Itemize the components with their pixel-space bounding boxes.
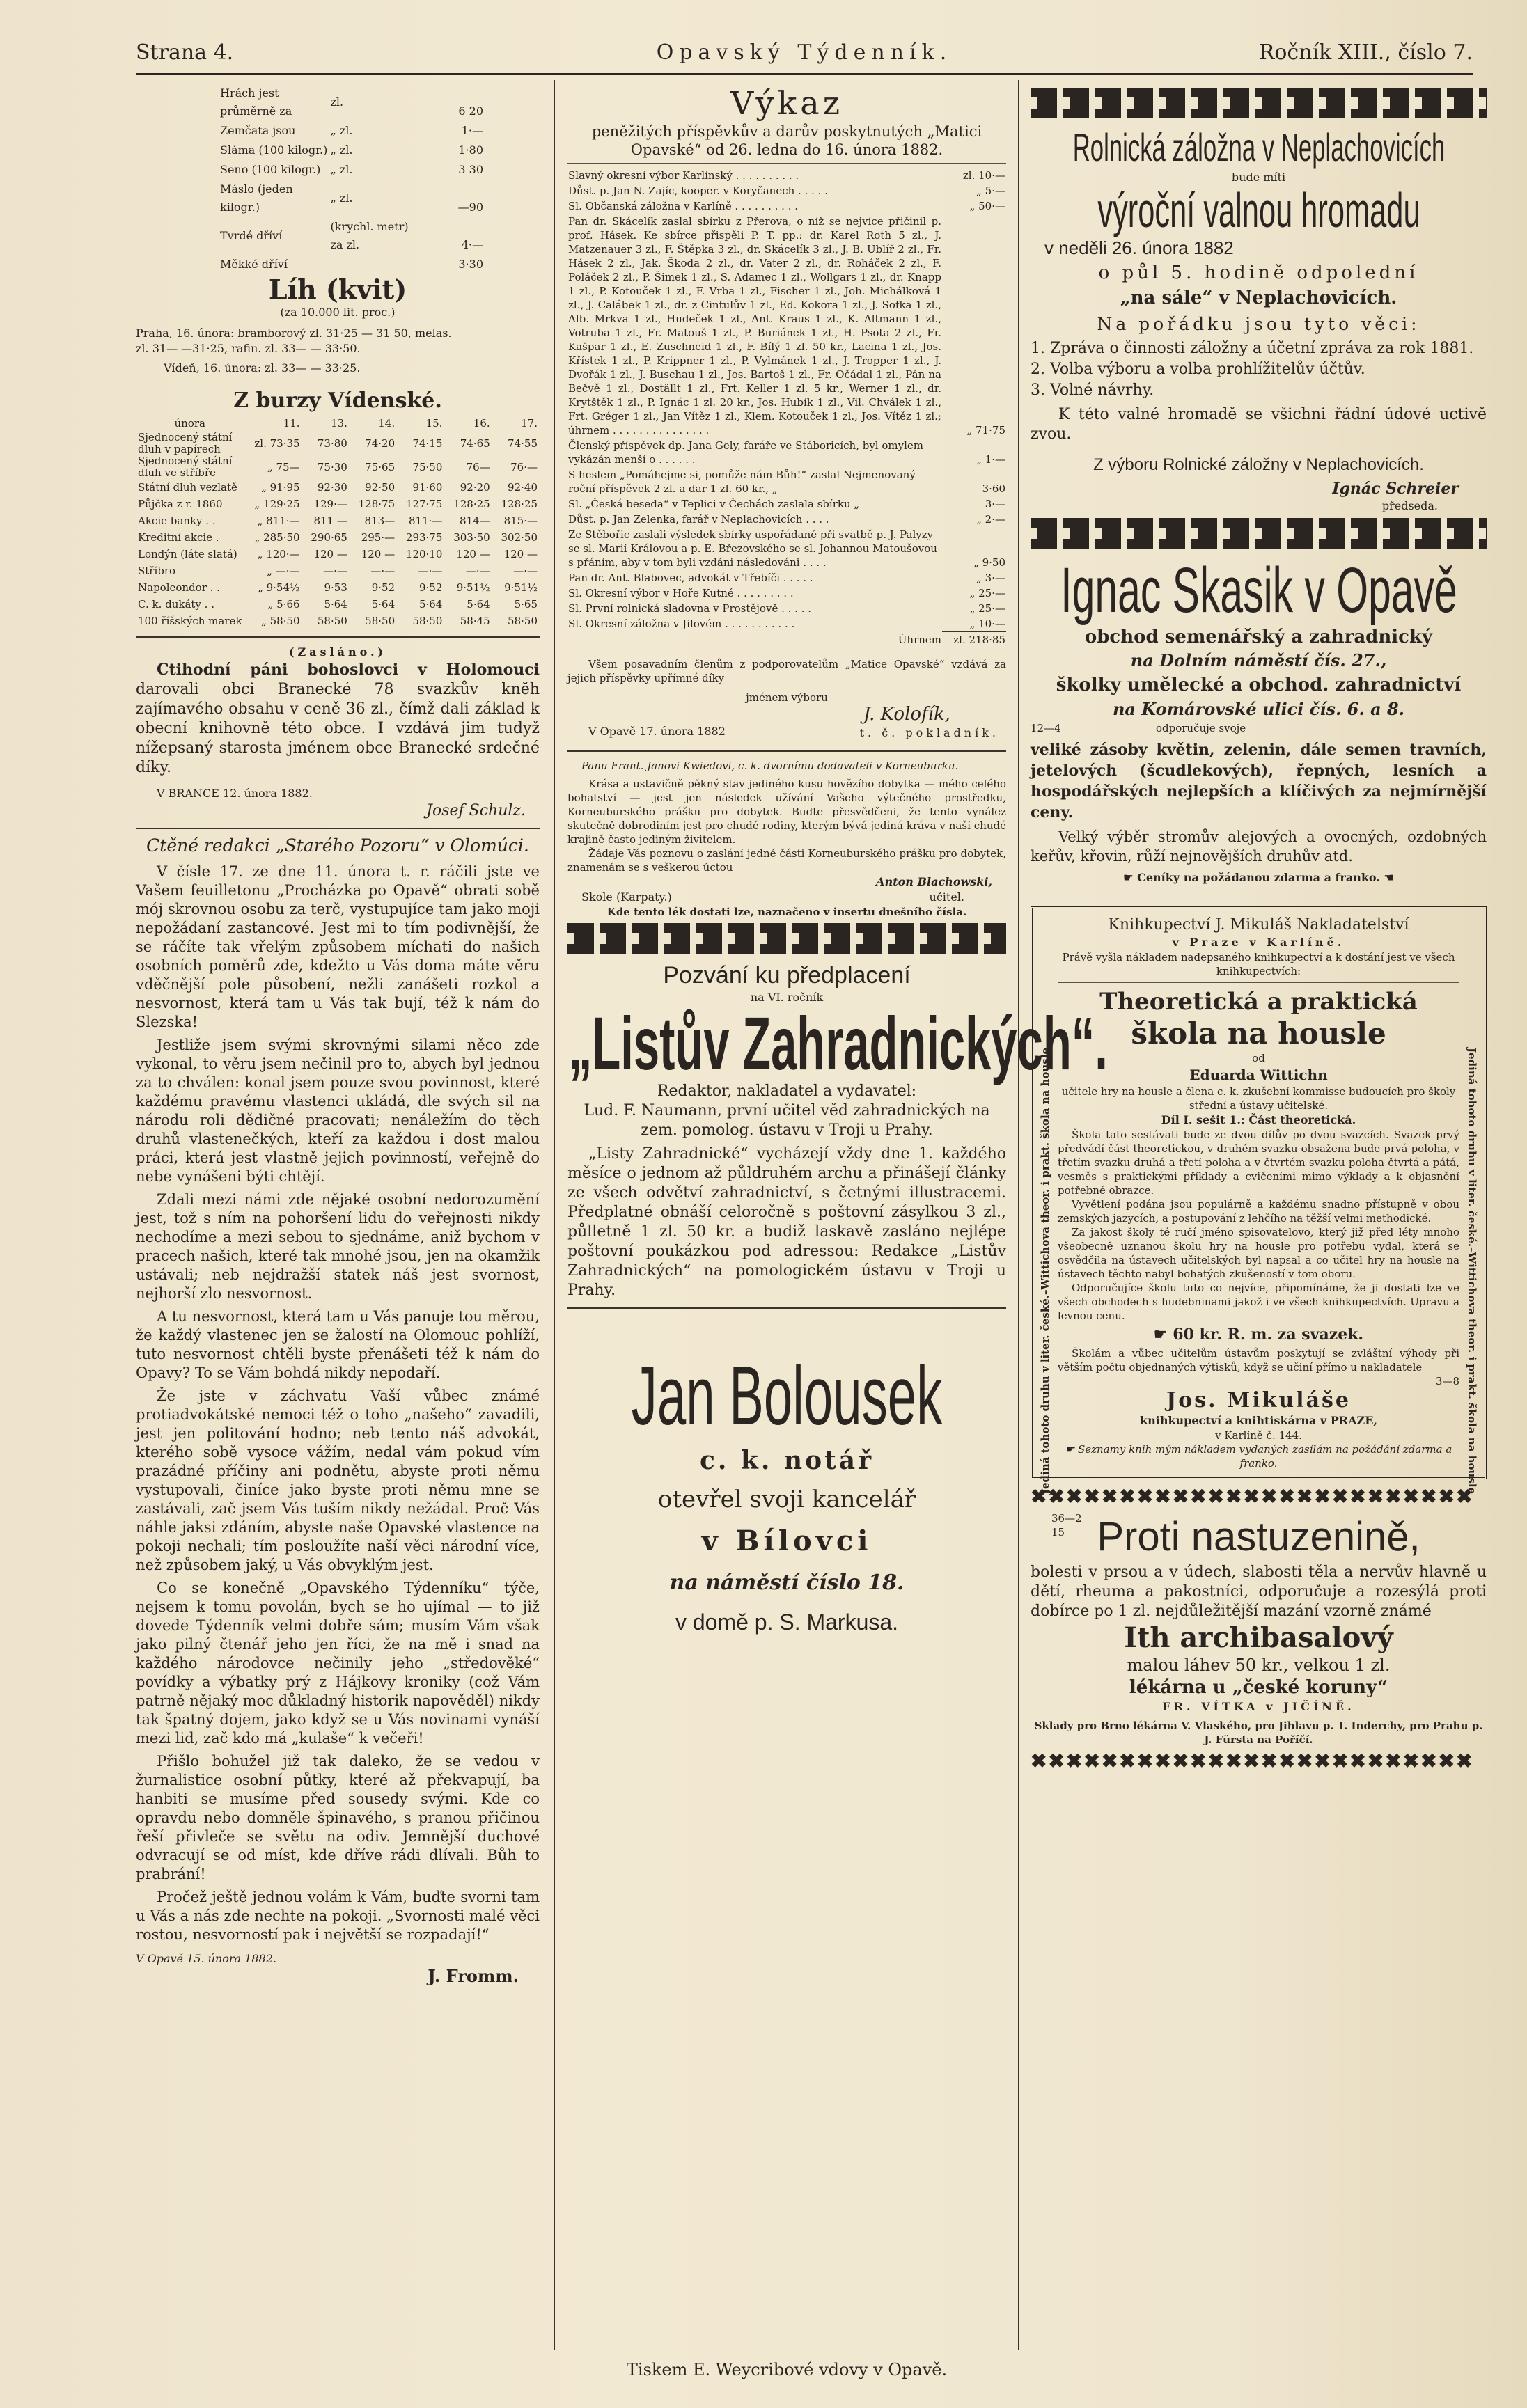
mikulas-title-1: Theoretická a praktická [1099,988,1418,1016]
letter-paragraph: V čísle 17. ze dne 11. února t. r. ráčili jste ve Vašem feuilletonu „Procházka po Opavě“ obrati sobě mój skrovnou osobu za terč, vystupujíce tam jako moji nepožádaní zastancové. Jest mi to tím podivnější, že se ráčíte tak vřelým způsobem míchati do našich osobních poměrů zde, kdežto u Vás doma máte věru vděčnější pole působení, nežli zanášeti rozkol a nesvornost, která tam u Vás tak bují, též k nám do Slezska! [136,863,540,1030]
notar-house: v domě p. S. Markusa. [675,1610,899,1635]
column-divider [1018,80,1019,2350]
letter-paragraph: Jestliže jsem svými skrovnými silami něco zde vykonal, to věru jsem nečinil pro to, abych byl jednou za to chválen: konal jsem pouze svou povinnost, které každému pravému vlastenci ukládá, dle svých sil na národu roli dědičné pracovati; nenáležím do těch druhů vlastenečkých, kteří za každou i dost malou práci, která jest vlastně jejich povinností, veřejně do nebe vynášeni býti chtějí. [136,1037,540,1185]
burza-row: Sjednocený státní dluh v papírech zl. 73·35 73·80 74·20 74·15 74·65 74·55 [138,431,538,455]
mikulas-text-3: Za jakost školy té ručí jméno spisovatelovo, který již před léty mnoho všeobecně uznanou školu hry na housle pro potřebu vydal, která se osvědčila na ústavech učitelských byl napsal a co učitel hry na housle na ústavech těchto nabyl bohatých zkušeností v tom oboru. [1058,1226,1459,1280]
ornamental-border [1031,88,1487,118]
skasik-line-1: obchod semenářský a zahradnický [1084,627,1433,647]
mikulas-head: Knihkupectví J. Mikuláš Nakladatelství [1108,916,1409,934]
letter-paragraph: Zdali mezi námi zde nějaké osobní nedorozumění jest, tož s ním na pohoršení lidu do veřejnosti nikdy nechodíme a mezi sebou to sjednáme, aniž bychom v pracech našich, které tak mnohé jsou, jen na okamžik ustávali; neb nejdražší statek náš jest svornost, nejhorší zlo nesvornost. [136,1191,540,1302]
ornamental-border [567,923,1006,954]
listy-nth: na VI. ročník [750,991,824,1004]
burza-row: Londýn (láte slatá) „ 120·— 120 — 120 — 120·10 120 — 120 — [138,548,538,560]
burza-row: C. k. dukáty . . „ 5·66 5·64 5·64 5·64 5·64 5·65 [138,598,538,611]
mikulas-firm-2: knihkupectví a knihtiskárna v PRAZE, [1140,1414,1377,1427]
vykaz-item: Sl. Okresní výbor v Hoře Kutné . . . . . . . . . „ 25·— [568,587,1005,599]
burza-title: Z burzy Vídenské. [233,388,442,413]
vykaz-item: Sl. První rolnická sladovna v Prostějově . . . . . „ 25·— [568,602,1005,615]
letter-place: V Opavě 15. února 1882. [136,1952,276,1965]
divider [1058,982,1459,983]
burza-row: Akcie banky . . „ 811·— 811 — 813— 811·— 814— 815·— [138,514,538,527]
koruna-place: Skole (Karpaty.) [581,890,672,904]
lih-praha: Praha, 16. února: bramborový zl. 31·25 — 31 50, melas. [136,326,452,340]
letter-title: Ctěné redakci „Starého Pozoru“ v Olomúci. [146,835,529,856]
nastuzenine-ref: 36—2 [1051,1512,1082,1525]
vykaz-signer: J. Kolofík, [863,704,950,725]
vykaz-item: Sl. „Česká beseda“ v Teplici v Čechách zaslala sbírku „ 3·— [568,498,1005,510]
koruna-text-2: Žádaje Vás poznovu o zaslání jedné části Korneuburského prášku pro dobytek, znamenám se s veškerou úctou [567,847,1006,874]
vykaz-item: Slavný okresní výbor Karlínský . . . . . . . . . . zl. 10·— [568,169,1005,182]
column-right [1031,84,1487,1776]
pointing-hand-icon: ☚ [1379,871,1394,884]
mikulas-city: v Praze v Karlíně. [1172,936,1345,949]
koruna-footer [567,890,1006,905]
skasik-line-2: na Dolním náměstí čís. 27., [1130,650,1387,670]
nastuzenine-price: malou láhev 50 kr., velkou 1 zl. [1127,1655,1391,1675]
zalozna-from: Z výboru Rolnické záložny v Neplachovicích. [1093,455,1424,474]
header-rule [136,73,1473,75]
vykaz-item: Důst. p. Jan N. Zajíc, kooper. v Koryčanech . . . . . „ 5·— [568,184,1005,197]
mikulas-desc: učitele hry na housle a člena c. k. zkušební kommisse budoucích pro školy střední a ústavy učitelské. [1061,1085,1456,1112]
zalozna-agenda [1031,338,1487,401]
skasik-ref-row [1031,721,1487,739]
listy-title-wrap [567,1001,1108,1085]
mikulas-text-2: Vyvětlení podána jsou populárně a každému snadno přístupně v obou zemských jazycích, a postupování z lehčího na těžší velmi methodické. [1058,1198,1459,1225]
zaslano-sign: Josef Schulz. [426,802,526,819]
agenda-item: 2. Volba výboru a volba prohlížitelův účtův. [1031,361,1365,378]
vykaz-item: Sl. Okresní záložna v Jilovém . . . . . . . . . . . „ 10·— [568,617,1005,631]
letter-body [136,863,540,1944]
vykaz-item: S heslem „Pomáhejme si, pomůže nám Bůh!“ zaslal Nejmenovaný roční příspěvek 2 zl. a dar 1 zl. 60 kr., „ 3·60 [568,469,1005,495]
lih-viden: Vídeň, 16. února: zl. 33— — 33·25. [164,361,361,375]
mikulas-addr: v Karlíně č. 144. [1215,1429,1302,1442]
zalozna-chair-role: předseda. [1381,499,1438,512]
listy-editor: Lud. F. Naumann, první učitel věd zahradnických na zem. pomolog. ústavu v Troji u Prahy. [584,1102,990,1139]
letter-paragraph: A tu nesvornost, která tam u Vás panuje tou měrou, že každý vlastenec jen se žalostí na Olomouc pohlíží, tuto nesvornost chtěli byste přenášeti též k nám do Opavy? To se Vám bohdá nikdy nepodaří. [136,1308,540,1381]
burza-row: Napoleondor . . „ 9·54½ 9·53 9·52 9·52 9·51½ 9·51½ [138,581,538,594]
mikulas-from: od [1252,1052,1265,1064]
listy-title: „Listův Zahradnických“. [568,1001,1108,1085]
vykaz-signature [567,705,1006,743]
skasik-line-3: školky umělecké a obchod. zahradnictví [1056,675,1462,695]
zaslano-place: V BRANCE 12. února 1882. [157,787,313,800]
burza-header: února 11. 13. 14. 15. 16. 17. [174,417,538,430]
zalozna-meeting-wrap [1031,185,1487,235]
mikulas-price-text: 60 kr. R. m. za svazek. [1173,1325,1364,1344]
lih-basis: (za 10.000 lit. proc.) [280,306,396,319]
koruna-sign: Anton Blachowski, [876,875,992,888]
vykaz-title: Výkaz [730,84,843,122]
nastuzenine-title-row [1031,1511,1487,1563]
vykaz-list [567,168,1006,647]
mikulas-news: Právě vyšla nákladem nadepsaného knihkupectví a k dostání jest ve všech knihkupectvích: [1062,951,1455,977]
divider [567,163,1006,164]
vykaz-thanks: Všem posavadním členům z podporovatelům „Matice Opavské“ vzdává za jejich příspěvky upřímné díky [567,658,1006,684]
notar-name: Jan Bolousek [631,1349,943,1442]
price-row: Máslo (jeden kilogr.) „ zl. —90 [220,182,483,214]
zalozna-date: v neděli 26. února 1882 [1044,237,1234,258]
zaslano-label: (Zasláno.) [288,645,387,659]
letter-sign: J. Fromm. [428,1966,519,1986]
mikulas-text-4: Odporučujíce školu tuto co nejvíce, připomínáme, že ji dostati lze ve všech obchodech s hudebninami jakož i ve všech knihkupectvích. Upravu a levnou cenu. [1058,1282,1459,1322]
ornamental-border-x: ✖✖✖✖✖✖✖✖✖✖✖✖✖✖✖✖✖✖✖✖✖✖✖✖✖ [1031,1485,1474,1508]
mikulas-catalog [1058,1442,1459,1470]
notar-name-wrap [567,1351,1006,1441]
pointing-hand-icon: ☛ [1123,871,1138,884]
zaslano-lead: Ctihodní páni bohoslovci v Holomouci [157,661,540,679]
column-left [136,84,540,1986]
vykaz-item: Sl. Občanská záložna v Karlíně . . . . . . . . . . „ 50·— [568,200,1005,212]
nastuzenine-text: bolesti v prsou a v údech, slabosti těla a nervův hlavně u dětí, rheuma a pakostníci, odporučuje a rozesýlá proti dobírce po 1 zl. nejdůležitější mazání vzorně známé [1031,1564,1487,1620]
burza-row: Půjčka z r. 1860 „ 129·25 129·— 128·75 127·75 128·25 128·25 [138,498,538,510]
mikulas-catalog-text: Seznamy knih mým nákladem vydaných zasílám na požádání zdarma a franko. [1077,1443,1452,1470]
lih-title: Líh (kvit) [268,274,407,305]
mikulas-side-right: Jediná tohoto druhu v liter. české.–Wittichova theor. i prakt. škola na housle [1466,1048,1478,1495]
newspaper-title: Opavský Týdenník. [656,40,953,65]
vykaz-for: jménem výboru [746,691,828,704]
notar-town: v Bílovci [701,1525,872,1557]
vykaz-item: Členský příspěvek dp. Jana Gely, faráře ve Stáboricích, byl omylem vykázán menší o . . . . . . „ 1·— [568,439,1005,466]
mikulas-ref: 3—8 [1435,1375,1459,1387]
issue-number: Ročník XIII., číslo 7. [1258,40,1473,65]
ornamental-border-x: ✖✖✖✖✖✖✖✖✖✖✖✖✖✖✖✖✖✖✖✖✖✖✖✖✖ [1031,1749,1474,1772]
nastuzenine-product: Ith archibasalový [1124,1621,1393,1654]
vykaz-item: Pan dr. Skácelík zaslal sbírku z Přerova, o níž se nejvíce přičinil p. prof. Hásek. Ke sbírce přispěli P. T. pp.: dr. Karel Roth 5 zl., J. Matzenauer 3 zl., F. Štěpka 3 zl., dr. Skácelík 3 zl., J. B. Ublíř 2 zl., Fr. Hásek 2 zl., Jak. Škoda 2 zl., dr. Vater 2 zl., dr. Roháček 2 zl., F. Poláček 2 zl., P. Šimek 1 zl., S. Adamec 1 zl., Wollgars 1 zl., dr. Knapp 1 zl., P. Kotouček 1 zl., F. Vrba 1 zl., Fischer 1 zl., Joh. Michálková 1 zl., J. Calábek 1 zl., dr. z Cintulův 1 zl., Ed. Kokora 1 zl., J. Sofka 1 zl., Alb. Mrkva 1 zl., Hudeček 1 zl., Ant. Kraus 1 zl., K. Altmann 1 zl., Votruba 1 zl., Fr. Matouš 1 zl., P. Buriánek 1 zl., H. Psota 2 zl., Fr. Kašpar 1 zl., E. Zuschneid 1 zl., F. Bílý 1 zl. 50 kr., Lacina 1 zl., Jos. Křístek 1 zl., P. Krippner 1 zl., P. Vylmánek 1 zl., J. Tropper 1 zl., J. Dvořák 1 zl., J. Buschau 1 zl., Jos. Bartoš 1 zl., Fr. Očádal 1 zl., Pán na Bečvě 1 zl., Doställt 1 zl., Frt. Keller 1 zl. 5 kr., Werner 1 zl., dr. Krytštěk 1 zl., P. Ignác 1 zl. 20 kr., Jos. Hubík 1 zl., Vil. Chválek 1 zl., Frt. Gréger 1 zl., Jan Vítěz 1 zl., Klem. Kotouček 1 zl., Jos. Vítěz 1 zl.; úhrnem . . . . . . . . . . . . . . . „ 71·75 [568,215,1005,436]
section-rule [136,636,540,638]
notar-opened: otevřel svoji kancelář [657,1486,916,1513]
page-number: Strana 4. [136,40,234,65]
section-rule [136,828,540,829]
market-prices [219,84,484,274]
zalozna-meeting: výroční valnou hromadu [1097,183,1420,237]
skasik-line-4: na Komárovské ulici čís. 6. a 8. [1112,699,1405,719]
burza-row: Stříbro „ —·— —·— —·— —·— —·— —·— [138,565,538,577]
mikulas-side-left: Jediná tohoto druhu v liter. české.–Wittichova theor. i prakt. škola na housle [1039,1048,1051,1495]
zalozna-chair: Ignác Schreier [1332,480,1459,498]
skasik-ref: 12—4 [1031,722,1061,734]
notar-title: c. k. notář [699,1446,875,1475]
price-row: Zemčata jsou „ zl. 1·— [220,124,483,137]
listy-editor-label: Redaktor, nakladatel a vydavatel: [657,1083,917,1100]
pointing-hand-icon: ☛ [1153,1325,1173,1344]
column-divider [554,80,555,2350]
skasik-text: veliké zásoby květin, zelenin, dále semen travních, jetelových (šcudlekových), řepných, lesních a hospodářských nejlepších a klíčivých za nejmírnější ceny. [1031,741,1487,821]
nastuzenine-pharmacy: lékárna u „české koruny“ [1129,1677,1388,1698]
nastuzenine-stores: Sklady pro Brno lékárna V. Vlaského, pro Jihlavu p. T. Inderchy, pro Prahu p. J. Fürsta na Poříčí. [1034,1720,1483,1746]
zalozna-name: Rolnická záložna v Neplachovicích [1072,125,1446,169]
vykaz-item: Pan dr. Ant. Blabovec, advokát v Třebíči . . . . . „ 3·— [568,572,1005,584]
mikulas-title-2: škola na housle [1131,1016,1386,1050]
zalozna-will: bude míti [1231,171,1286,184]
vykaz-item: Důst. p. Jan Zelenka, farář v Neplachovicích . . . . „ 2·— [568,513,1005,526]
notar-square: na náměstí číslo 18. [669,1571,905,1595]
zaslano-body: darovali obci Branecké 78 svazkův knĕh zajímavého obsahu v ceně 36 zl., čímž dali základ k obecní knihovně této obce. I vzdává jim tudyž nížepsaný starosta jménem obce Branecké srdečné díky. [136,681,540,776]
vykaz-role: t. č. pokladník. [859,726,999,739]
mikulas-author: Eduarda Wittichn [1189,1067,1328,1083]
nastuzenine-owner: FR. VÍTKA v JIČÍNĚ. [1162,1700,1355,1713]
pointing-hand-icon: ☛ [1065,1443,1078,1456]
skasik-name-wrap [1031,556,1487,625]
mikulas-part: Díl I. sešit 1.: Část theoretická. [1161,1113,1356,1126]
vykaz-item: Ze Stěbořic zaslali výsledek sbírky uspořádané při svatbě p. J. Palyzy se sl. Marií Královou a p. E. Březovského se sl. Johannou Matoušovou s přáním, aby v tom byli vzdáni následováni . . . . „ 9·50 [568,528,1005,569]
section-rule [567,750,1006,752]
listy-text: „Listy Zahradnické“ vycházejí vždy dne 1. každého měsíce o jednom až půldruhém archu a přinášejí články ze všech odvětví zahradnictví, s četnými illustracemi. Předplatné obnáší celoročně s poštovní zásylkou 3 zl., půlletně 1 zl. 50 kr. a budiž laskavě zasláno nejlépe poštovní poukázkou pod adressou: Redakce „Listův Zahradnických“ na pomologickém ústavu v Troji u Prahy. [567,1145,1006,1299]
letter-paragraph: Co se konečně „Opavského Týdenníku“ týče, nejsem k tomu povolán, bych se ho ujímal — to již dovede Týdenník velmi dobře sám; musím Vám však jako pilný čtenář jeho jen říci, že na mě i snad na každého národovce nečinily jeho „středověké“ povídky a výbatky prý z Hájkovy kroniky (což Vám patrně nějaký moc důkladný historik napověděl) nikdy tak špatný dojem, jako když se u Vás novinami vynáší mezi lid, zač kdo má „kulaše“ k večeři! [136,1580,540,1747]
koruna-role: učitel. [929,890,964,904]
burza-row: Kreditní akcie . „ 285·50 290·65 295·— 293·75 303·50 302·50 [138,531,538,544]
price-row: Hrách jest průměrně za zl. 6 20 [220,86,483,118]
price-row: Tvrdé dříví (krychl. metr) za zl. 4·— [220,220,483,251]
letter-paragraph: Přišlo bohužel již tak daleko, že se vedou v žurnalistice osobní půtky, které až překvapují, ba hanbiti se musíme před sousedy svými. Kde co opravdu nebo domněle špinavého, s pranou přičinou řeší přivleče se světu na odiv. Jemnější duchové odvracují se od míst, kde dříve rádi dlívali. Bůh to prabrání! [136,1753,540,1882]
price-row: Měkké dříví 3·30 [220,258,483,271]
burza-table [136,415,540,629]
section-rule [567,1307,1006,1309]
zalozna-name-wrap [1031,125,1487,170]
nastuzenine-title: Proti nastuzenině, [1097,1514,1420,1559]
agenda-item: 3. Volné návrhy. [1031,381,1154,399]
zalozna-time: o půl 5. hodině odpolední [1098,262,1419,283]
burza-row: Státní dluh vezlatě „ 91·95 92·30 92·50 91·60 92·20 92·40 [138,481,538,494]
ornamental-border [1031,518,1487,549]
vykaz-total: Úhrnem zl. 218·85 [567,632,1006,648]
vykaz-subtitle: peněžitých příspěvkův a darův poskytnutých „Matici Opavské“ od 26. ledna do 16. února 1882. [591,123,982,158]
letter-paragraph: Pročež ještě jednou volám k Vám, buďte svorni tam u Vás a nás zde nechte na pokoji. „Svornosti malé věci rostou, nesvorností pak i největší se rozpadají!“ [136,1889,540,1943]
mikulas-ad [1031,906,1487,1495]
skasik-price-text: Ceníky na požádanou zdarma a franko. [1137,871,1380,884]
printer-footer: Tiskem E. Weycribové vdovy v Opavě. [626,2360,948,2379]
mikulas-text-5: Školám a vůbec učitelům ústavům poskytují se zvláštní výhody při větším počtu objednaných výtisků, když se učiní přímo u nakladatele [1058,1347,1459,1374]
nastuzenine-ref-2: 15 [1051,1526,1065,1539]
burza-row: 100 říšských marek „ 58·50 58·50 58·50 58·50 58·45 58·50 [138,615,538,627]
koruna-note: Kde tento lék dostati lze, naznačeno v insertu dnešního čísla. [606,906,967,918]
price-row: Sláma (100 kilogr.) „ zl. 1·80 [220,143,483,157]
lih-praha-2: zl. 31— —31·25, rafin. zl. 33— — 33·50. [136,342,361,355]
page-header [136,40,1473,75]
agenda-item: 1. Zpráva o činnosti záložny a účetní zpráva za rok 1881. [1031,340,1474,357]
mikulas-text-1: Škola tato sestávati bude ze dvou dílův po dvou svazcích. Svazek prvý předvádí část theoretickou, v druhém svazku obsažena bude prvá poloha, v třetím svazku druhá a třetí poloha a v čtvrtém svazku poloha čtvrtá a pátá, vesměs s praktickými příklady a cvičeními mimo výklady a k objasnění potřebné obrazce. [1058,1128,1459,1197]
price-row: Seno (100 kilogr.) „ zl. 3 30 [220,163,483,176]
vykaz-place: V Opavě 17. února 1882 [588,725,726,738]
zalozna-agenda-title: Na pořádku jsou tyto věci: [1097,314,1420,334]
mikulas-firm: Jos. Mikuláše [1166,1388,1351,1412]
mikulas-price [1058,1323,1459,1346]
zaslano-text [136,660,540,778]
skasik-price [1031,870,1487,886]
skasik-rec: odporučuje svoje [1156,722,1246,734]
skasik-name: Ignac Skasik v Opavě [1060,555,1457,626]
koruna-addressee: Panu Frant. Janovi Kwiedovi, c. k. dvornímu dodavateli v Korneuburku. [581,760,959,772]
zalozna-place: „na sále“ v Neplachovicích. [1120,288,1397,308]
burza-row: Sjednocený státní dluh ve stříbře „ 75— 75·30 75·65 75·50 76— 76·— [138,455,538,479]
letter-paragraph: Že jste v záchvatu Vaší vůbec známé protiadvokátské nemoci též o toho „našeho“ zavadili, jest jen politování hodno; neb tento náš advokát, kterého sobě vysoce vážím, nedal vám pokud vím prazádné příčiny ani podnětu, abyste proti němu vystupovali, činíce jako byste proti němu mne se zastávali, zač jsem Vás tuším nikdy nežádal. Proč Vás náhle jaksi zdáním, abyste naše Opavské vlastence na pokoji nechali; tím posloužíte naší věci národní více, než způsobem jaký, u Vás obvyklým jest. [136,1387,540,1573]
listy-invite: Pozvání ku předplacení [663,962,911,989]
skasik-text-2: Velký výběr stromův alejových a ovocných, ozdobných keřův, křovin, růží nejnovějších druhův atd. [1031,828,1487,865]
zalozna-note: K této valné hromadě se všichni řádní údové uctivě zvou. [1031,406,1487,443]
koruna-text: Krása a ustavičně pěkný stav jediného kusu hovězího dobytka — mého celého bohatství — jest jen následek užívání Vašeho výtečného prostředku, Korneuburského prášku pro dobytek. Buďte přesvědčeni, že tento vynález skutečně dobrodiním jest pro chudé rodiny, kterým bývá jediná kráva v naší chudé krajině často jediným živitelem. [567,778,1006,846]
